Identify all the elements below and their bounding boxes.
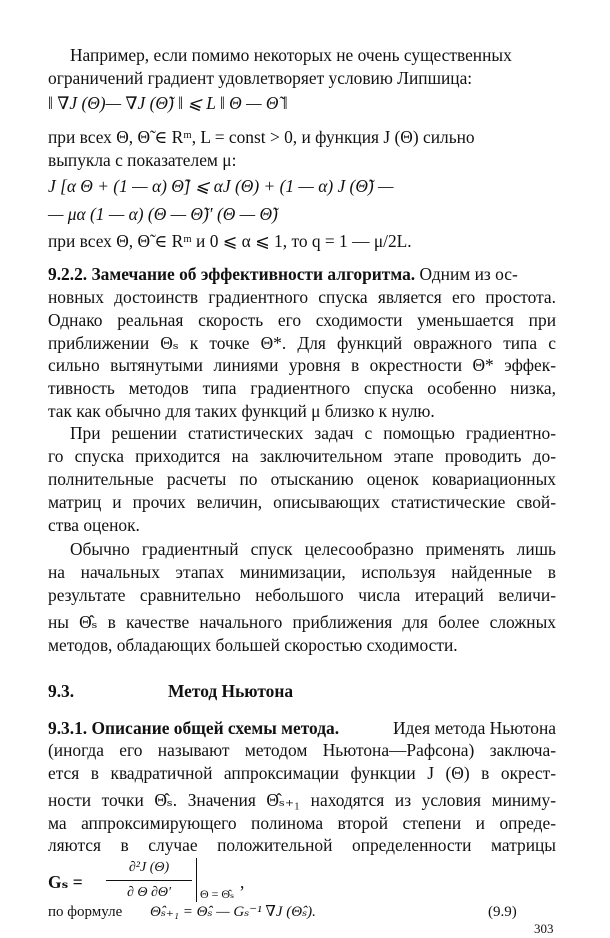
sec-922-line-5: тивность методов типа градиентного спуска особенно низка, xyxy=(48,378,556,398)
sec-922-line-0: Одним из ос- xyxy=(419,264,518,284)
sec-922-line-6: так как обычно для таких функций μ близко к нулю. xyxy=(48,401,435,421)
sec-931-line-2: ется в квадратичной аппроксимации функции J (Θ) в окрест- xyxy=(48,763,556,783)
by-formula-line: по формуле xyxy=(48,904,123,920)
sec-922-line-1: новных достоинств градиентного спуска является его простота. xyxy=(48,287,556,307)
gs-eval-bar xyxy=(196,858,197,902)
intro-line-1: Например, если помимо некоторых не очень существенных xyxy=(70,45,512,65)
gs-fraction-bar xyxy=(106,880,192,881)
gs-comma: , xyxy=(240,872,245,892)
lipschitz-formula: ‖ ∇J (Θ)— ∇J (Θ̃) ‖ ⩽ L ‖ Θ — Θ̃ ‖ xyxy=(48,93,288,113)
sec-931-first-line xyxy=(48,720,556,737)
sec-931-line-3: ности точки Θ̂ₛ. Значения Θ̂ₛ₊₁ находятся из условия миниму- xyxy=(48,790,556,810)
sec-931-line-4: ма аппроксимирующего полинома второй степени и опреде- xyxy=(48,813,556,833)
sec-922-line-4: сильно вытянутыми линиями уровня в окрестности Θ* эффек- xyxy=(48,355,556,375)
sec-922-line-2: Однако реальная скорость его сходимости уменьшается при xyxy=(48,310,556,330)
sec-922-p2-line-1: го спуска приходится на заключительном этапе проводить до- xyxy=(48,446,556,466)
gs-formula xyxy=(48,858,308,908)
sec-922-heading: 9.2.2. Замечание об эффективности алгоритма. xyxy=(48,264,416,284)
convexity-formula-line-1: J [α Θ + (1 — α) Θ̃] ⩽ αJ (Θ) + (1 — α) J (Θ̃) — xyxy=(48,176,394,196)
sec-93-number: 9.3. xyxy=(48,681,75,701)
sec-931-heading: 9.3.1. Описание общей схемы метода. xyxy=(48,718,340,738)
sec-931-line-5: ляются в случае положительной определенности матрицы xyxy=(48,835,556,855)
sec-922-p3-line-0: Обычно градиентный спуск целесообразно применять лишь xyxy=(70,539,556,559)
equation-9-9: Θ̂ₛ₊₁ = Θ̂ₛ — Gₛ⁻¹ ∇J (Θ̂ₛ). xyxy=(150,904,316,920)
equation-9-9-label: (9.9) xyxy=(488,904,517,920)
sec-931-line-1: (иногда его называют методом Ньютона—Рафсона) заключа- xyxy=(48,740,556,760)
sec-922-p3-line-3: ны Θ̂ₛ в качестве начального приближения для более сложных xyxy=(48,612,556,632)
sec-922-p2-line-3: матриц и прочих величин, описывающих статистические свой- xyxy=(48,492,556,512)
sec-922-line-3: приближении Θₛ к точке Θ*. Для функций овражного типа с xyxy=(48,333,556,353)
sec-922-p2-line-4: ства оценок. xyxy=(48,515,140,535)
sec-931-line-0: Идея метода Ньютона xyxy=(392,718,556,738)
sec-922-p3-line-4: методов, обладающих большей скоростью сходимости. xyxy=(48,635,458,655)
gs-eval-point: Θ = Θ̂ₛ xyxy=(200,887,235,901)
sec-93-title: Метод Ньютона xyxy=(168,681,294,701)
sec-922-p2-line-2: полнительные расчеты по отысканию оценок ковариационных xyxy=(48,469,556,489)
sec-922-p3-line-1: на начальных этапах минимизации, используя найденные в xyxy=(48,562,556,582)
sec-922-p3-line-2: результате сравнительно небольшого числа итераций величи- xyxy=(48,585,556,605)
intro-line-2: ограничений градиент удовлетворяет условию Липшица: xyxy=(48,68,473,88)
intro-line-5: при всех Θ, Θ̃ ∈ Rᵐ и 0 ⩽ α ⩽ 1, то q = 1 — μ/2L. xyxy=(48,231,412,251)
gs-numerator: ∂²J (Θ) xyxy=(128,860,170,875)
convexity-formula-line-2: — μα (1 — α) (Θ — Θ̃)′ (Θ — Θ̃) xyxy=(48,204,278,224)
page-number: 303 xyxy=(534,921,554,936)
gs-denominator: ∂ Θ ∂Θ′ xyxy=(126,885,172,900)
intro-line-3: при всех Θ, Θ̃ ∈ Rᵐ, L = const > 0, и функция J (Θ) сильно xyxy=(48,127,475,147)
intro-line-4: выпукла с показателем μ: xyxy=(48,150,237,170)
sec-922-p2-line-0: При решении статистических задач с помощью градиентно- xyxy=(70,423,556,443)
gs-lhs: Gₛ = xyxy=(48,872,83,892)
sec-922-first-line xyxy=(48,266,518,283)
